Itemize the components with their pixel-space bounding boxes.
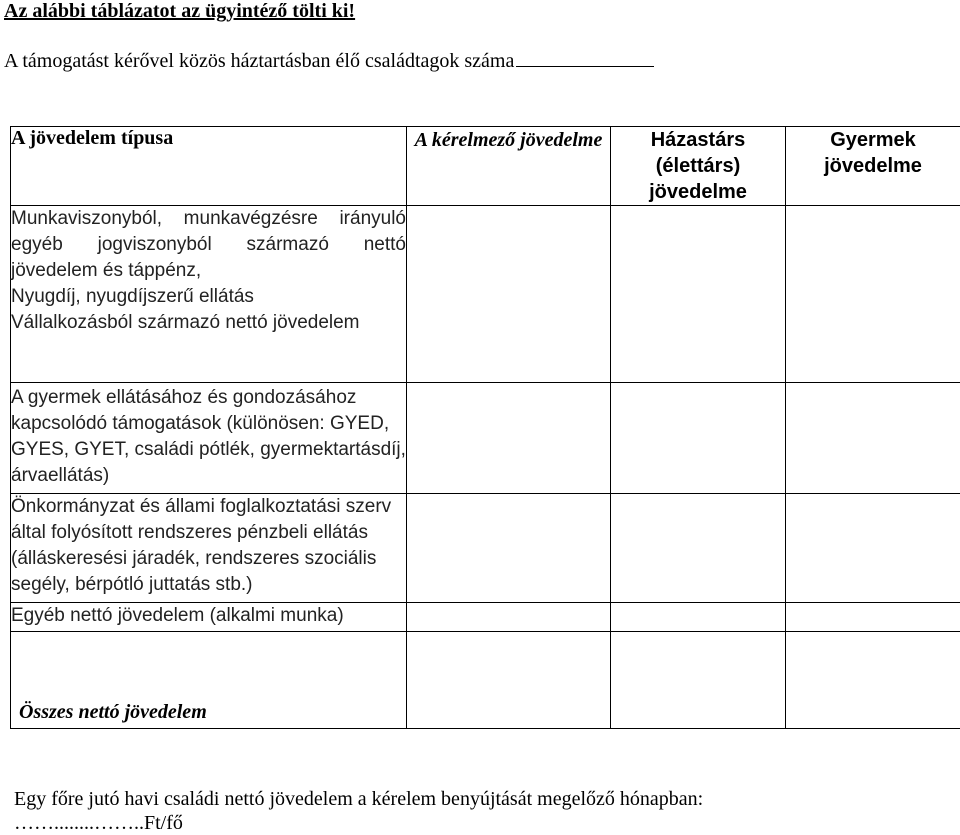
- child-income-cell[interactable]: [786, 206, 960, 383]
- per-capita-income-label: Egy főre jutó havi családi nettó jövedelem a kérelem benyújtását megelőző hónapban:: [14, 787, 954, 811]
- total-row: [11, 632, 960, 729]
- income-type-child-benefits: A gyermek ellátásához és gondozásához kapcsolódó támogatások (különösen: GYED, GYES, GYET, családi pótlék, gyermektartásdíj, árvaellátás): [11, 383, 407, 494]
- spouse-income-cell[interactable]: [611, 603, 786, 632]
- header-income-type: A jövedelem típusa: [11, 127, 407, 206]
- child-income-cell[interactable]: [786, 383, 960, 494]
- income-type-cell: [11, 206, 407, 383]
- income-type-business: Vállalkozásból származó nettó jövedelem: [11, 310, 406, 336]
- household-members-blank[interactable]: [516, 48, 654, 67]
- per-capita-income-statement: [14, 787, 954, 835]
- table-row: [11, 494, 960, 603]
- child-total-cell[interactable]: [786, 632, 960, 729]
- spouse-income-cell[interactable]: [611, 206, 786, 383]
- table-row: [11, 383, 960, 494]
- spouse-income-cell[interactable]: [611, 494, 786, 603]
- applicant-income-cell[interactable]: [407, 494, 611, 603]
- header-applicant-income: A kérelmező jövedelme: [407, 127, 611, 206]
- applicant-income-cell[interactable]: [407, 206, 611, 383]
- header-child-income: Gyermek jövedelme: [786, 127, 960, 206]
- child-income-cell[interactable]: [786, 494, 960, 603]
- income-type-public-benefits: Önkormányzat és állami foglalkoztatási szerv által folyósított rendszeres pénzbeli ellátás (álláskeresési járadék, rendszeres szociális segély, bérpótló juttatás stb.): [11, 494, 407, 603]
- table-row: [11, 206, 960, 383]
- income-type-other: Egyéb nettó jövedelem (alkalmi munka): [11, 603, 407, 632]
- applicant-total-cell[interactable]: [407, 632, 611, 729]
- applicant-income-cell[interactable]: [407, 383, 611, 494]
- spouse-total-cell[interactable]: [611, 632, 786, 729]
- spouse-income-cell[interactable]: [611, 383, 786, 494]
- income-table: [10, 126, 960, 729]
- income-type-employment: Munkaviszonyból, munkavégzésre irányuló egyéb jogviszonyból származó nettó jövedelem és táppénz,: [11, 206, 406, 284]
- household-members-row: [4, 48, 654, 73]
- table-header-row: [11, 127, 960, 206]
- per-capita-income-blank[interactable]: ……........……..Ft/fő: [14, 811, 954, 835]
- income-type-pension: Nyugdíj, nyugdíjszerű ellátás: [11, 284, 406, 310]
- total-net-income-label: Összes nettó jövedelem: [11, 632, 407, 729]
- applicant-income-cell[interactable]: [407, 603, 611, 632]
- child-income-cell[interactable]: [786, 603, 960, 632]
- header-spouse-income: Házastárs (élettárs) jövedelme: [611, 127, 786, 206]
- form-section-heading: Az alábbi táblázatot az ügyintéző tölti ki!: [4, 0, 355, 23]
- household-members-label: A támogatást kérővel közös háztartásban élő családtagok száma: [4, 50, 514, 72]
- table-row: [11, 603, 960, 632]
